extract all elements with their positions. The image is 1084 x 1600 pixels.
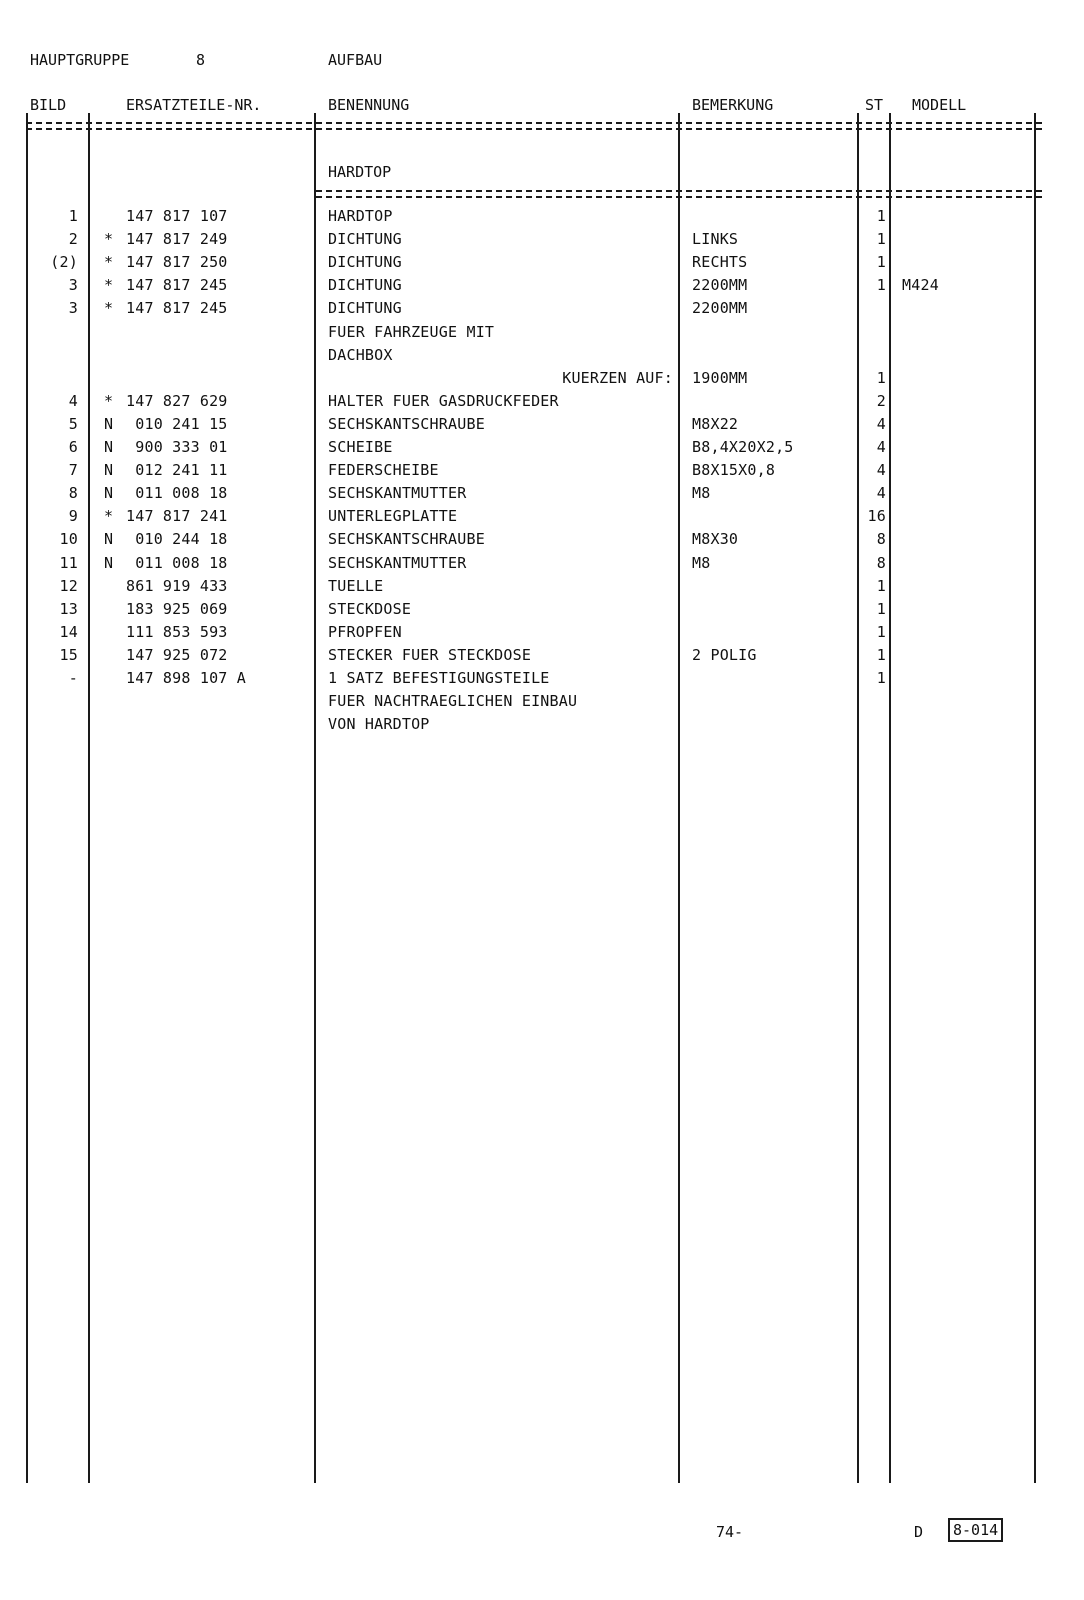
row-part-number: 147 817 107: [126, 207, 228, 225]
row-part-number: 147 817 245: [126, 276, 228, 294]
row-bild: 5: [68, 415, 78, 433]
row-stueck: 1: [876, 577, 886, 595]
row-bemerkung: 2200MM: [692, 276, 748, 294]
hauptgruppe-value: 8: [196, 51, 206, 69]
col-header-ersatzteile-nr: ERSATZTEILE-NR.: [126, 96, 262, 114]
row-stueck: 4: [876, 484, 886, 502]
section-title: AUFBAU: [328, 51, 383, 69]
row-bild: (2): [50, 253, 78, 271]
row-benennung: TUELLE: [328, 577, 384, 595]
row-part-number: 111 853 593: [126, 623, 228, 641]
row-mark: N: [104, 438, 114, 456]
row-bild: 14: [59, 623, 78, 641]
row-part-number: 900 333 01: [126, 438, 228, 456]
row-stueck: 8: [876, 530, 886, 548]
col-header-modell: MODELL: [912, 96, 967, 114]
row-benennung: HALTER FUER GASDRUCKFEDER: [328, 392, 559, 410]
row-bemerkung: LINKS: [692, 230, 739, 248]
row-stueck: 1: [876, 276, 886, 294]
language-code: D: [914, 1523, 924, 1541]
row-bild: -: [68, 669, 78, 687]
row-part-number: 183 925 069: [126, 600, 228, 618]
row-mark: N: [104, 554, 114, 572]
row-benennung: DICHTUNG: [328, 276, 402, 294]
row-bemerkung: B8X15X0,8: [692, 461, 776, 479]
row-benennung: DACHBOX: [328, 346, 393, 364]
row-bemerkung: B8,4X20X2,5: [692, 438, 794, 456]
row-stueck: 1: [876, 623, 886, 641]
row-part-number: 012 241 11: [126, 461, 228, 479]
page-code-box: 8-014: [948, 1518, 1003, 1542]
row-part-number: 011 008 18: [126, 554, 228, 572]
row-mark: N: [104, 461, 114, 479]
row-bemerkung: M8X30: [692, 530, 739, 548]
row-modell: M424: [902, 276, 939, 294]
row-benennung: DICHTUNG: [328, 230, 402, 248]
row-part-number: 010 244 18: [126, 530, 228, 548]
row-bemerkung: 2200MM: [692, 299, 748, 317]
row-bild: 10: [59, 530, 78, 548]
row-benennung: FUER FAHRZEUGE MIT: [328, 323, 495, 341]
row-benennung: 1 SATZ BEFESTIGUNGSTEILE: [328, 669, 550, 687]
row-stueck: 1: [876, 646, 886, 664]
row-bild: 12: [59, 577, 78, 595]
row-bild: 7: [68, 461, 78, 479]
row-part-number: 861 919 433: [126, 577, 228, 595]
row-benennung: STECKDOSE: [328, 600, 412, 618]
hauptgruppe-label: HAUPTGRUPPE: [30, 51, 130, 69]
row-stueck: 16: [867, 507, 886, 525]
row-part-number: 010 241 15: [126, 415, 228, 433]
row-benennung: VON HARDTOP: [328, 715, 430, 733]
row-bild: 6: [68, 438, 78, 456]
column-line-right: [1034, 113, 1036, 1483]
row-stueck: 1: [876, 207, 886, 225]
row-bild: 9: [68, 507, 78, 525]
row-benennung: SECHSKANTMUTTER: [328, 554, 467, 572]
group-title: HARDTOP: [328, 163, 392, 181]
col-header-bild: BILD: [30, 96, 67, 114]
row-mark: *: [104, 507, 114, 525]
col-header-bemerkung: BEMERKUNG: [692, 96, 774, 114]
row-benennung: SECHSKANTSCHRAUBE: [328, 415, 485, 433]
row-part-number: 147 817 245: [126, 299, 228, 317]
row-benennung: STECKER FUER STECKDOSE: [328, 646, 532, 664]
row-part-number: 147 817 249: [126, 230, 228, 248]
row-bemerkung: 1900MM: [692, 369, 748, 387]
row-benennung: SCHEIBE: [328, 438, 393, 456]
row-bild: 3: [68, 276, 78, 294]
row-benennung: FUER NACHTRAEGLICHEN EINBAU: [328, 692, 578, 710]
row-bild: 2: [68, 230, 78, 248]
row-part-number: 147 898 107 A: [126, 669, 246, 687]
row-mark: *: [104, 276, 114, 294]
row-mark: N: [104, 484, 114, 502]
row-benennung-right: KUERZEN AUF:: [562, 369, 673, 387]
row-benennung: HARDTOP: [328, 207, 393, 225]
column-line-left: [26, 113, 28, 1483]
row-stueck: 4: [876, 438, 886, 456]
row-stueck: 1: [876, 669, 886, 687]
row-bemerkung: M8: [692, 484, 711, 502]
row-benennung: SECHSKANTSCHRAUBE: [328, 530, 485, 548]
row-part-number: 147 817 250: [126, 253, 228, 271]
row-mark: N: [104, 530, 114, 548]
row-bild: 8: [68, 484, 78, 502]
row-stueck: 1: [876, 600, 886, 618]
col-header-st: ST: [865, 96, 884, 114]
row-mark: *: [104, 253, 114, 271]
column-line-nr: [314, 113, 316, 1483]
row-bild: 4: [68, 392, 78, 410]
row-bild: 3: [68, 299, 78, 317]
row-bemerkung: 2 POLIG: [692, 646, 757, 664]
row-benennung: SECHSKANTMUTTER: [328, 484, 467, 502]
row-bemerkung: RECHTS: [692, 253, 748, 271]
row-part-number: 147 925 072: [126, 646, 228, 664]
column-line-benennung: [678, 113, 680, 1483]
row-bild: 11: [59, 554, 78, 572]
row-bild: 13: [59, 600, 78, 618]
row-stueck: 8: [876, 554, 886, 572]
row-mark: N: [104, 415, 114, 433]
row-benennung: DICHTUNG: [328, 253, 402, 271]
row-stueck: 1: [876, 369, 886, 387]
column-line-st: [889, 113, 891, 1483]
row-mark: *: [104, 392, 114, 410]
col-header-benennung: BENENNUNG: [328, 96, 410, 114]
row-stueck: 4: [876, 461, 886, 479]
row-stueck: 1: [876, 253, 886, 271]
row-bemerkung: M8X22: [692, 415, 739, 433]
row-part-number: 147 827 629: [126, 392, 228, 410]
row-benennung: DICHTUNG: [328, 299, 402, 317]
row-stueck: 1: [876, 230, 886, 248]
row-stueck: 4: [876, 415, 886, 433]
row-benennung: UNTERLEGPLATTE: [328, 507, 458, 525]
column-line-bemerkung: [857, 113, 859, 1483]
row-bemerkung: M8: [692, 554, 711, 572]
row-bild: 15: [59, 646, 78, 664]
row-bild: 1: [68, 207, 78, 225]
row-mark: *: [104, 299, 114, 317]
row-mark: *: [104, 230, 114, 248]
row-part-number: 011 008 18: [126, 484, 228, 502]
row-benennung: PFROPFEN: [328, 623, 402, 641]
row-benennung: FEDERSCHEIBE: [328, 461, 439, 479]
row-stueck: 2: [876, 392, 886, 410]
column-line-bild: [88, 113, 90, 1483]
row-part-number: 147 817 241: [126, 507, 228, 525]
page-number: 74-: [716, 1523, 744, 1541]
